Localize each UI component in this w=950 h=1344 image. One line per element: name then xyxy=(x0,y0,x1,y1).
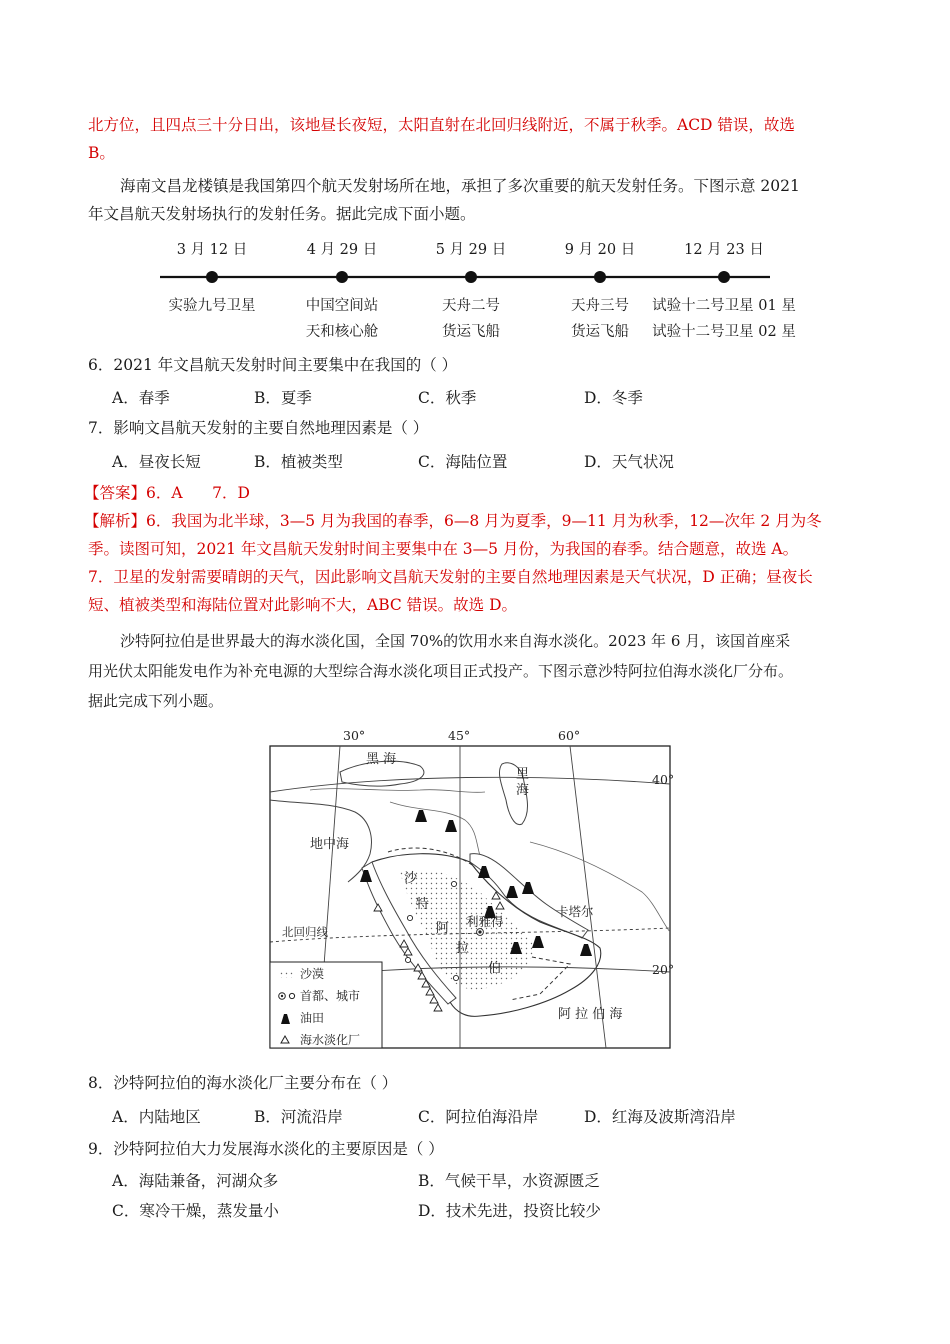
q9-option-b: B．气候干旱，水资源匮乏 xyxy=(418,1172,600,1190)
timeline-dot-4 xyxy=(594,271,606,283)
mediterranean-label: 地中海 xyxy=(310,837,350,852)
timeline-event-5-line-2: 试验十二号卫星 02 星 xyxy=(652,324,796,340)
timeline-event-2-line-1: 中国空间站 xyxy=(305,298,379,314)
legend-city-label: 首都、城市 xyxy=(300,989,361,1003)
capital-dot-icon xyxy=(479,931,481,933)
q9-option-d: D．技术先进，投资比较少 xyxy=(418,1202,601,1220)
timeline-event-4-line-2: 货运飞船 xyxy=(571,324,629,340)
q6-stem: 6．2021 年文昌航天发射时间主要集中在我国的（ ） xyxy=(88,356,458,374)
timeline-date-5: 12 月 23 日 xyxy=(684,242,764,258)
qatar-label: 卡塔尔 xyxy=(556,904,594,919)
timeline-date-4: 9 月 20 日 xyxy=(564,242,636,258)
intro2-line-2: 用光伏太阳能发电作为补充电源的大型综合海水淡化项目正式投产。下图示意沙特阿拉伯海水淡化厂分布。 xyxy=(88,662,794,680)
answer-label: 【答案】 xyxy=(84,484,147,502)
prev-analysis-line-2: B。 xyxy=(88,144,115,162)
legend-oil-label: 油田 xyxy=(300,1011,325,1025)
city-icon xyxy=(407,915,412,920)
timeline-dot-2 xyxy=(336,271,348,283)
saudi-label-4: 拉 xyxy=(456,941,470,956)
timeline-event-4-line-1: 天舟三号 xyxy=(571,298,629,314)
timeline-event-5-line-1: 试验十二号卫星 01 星 xyxy=(652,298,796,314)
prev-analysis-line-1: 北方位，且四点三十分日出，该地昼长夜短，太阳直射在北回归线附近，不属于秋季。ACD 错误，故选 xyxy=(88,116,795,134)
q8-stem: 8．沙特阿拉伯的海水淡化厂主要分布在（ ） xyxy=(88,1074,398,1092)
q9-stem: 9．沙特阿拉伯大力发展海水淡化的主要原因是（ ） xyxy=(88,1140,444,1158)
city-icon xyxy=(453,975,458,980)
intro1-line-2: 年文昌航天发射场执行的发射任务。据此完成下面小题。 xyxy=(88,205,476,223)
black-sea-label: 黑 海 xyxy=(366,752,397,767)
saudi-label-1: 沙 xyxy=(404,871,418,886)
city-icon xyxy=(451,881,456,886)
timeline-event-3-line-1: 天舟二号 xyxy=(442,298,500,314)
analysis-line-4: 短、植被类型和海陆位置对此影响不大，ABC 错误。故选 D。 xyxy=(88,596,518,614)
launch-timeline xyxy=(150,232,796,344)
lon-label-60: 60° xyxy=(558,728,581,743)
q7-option-a: A．昼夜长短 xyxy=(112,453,201,471)
q8-option-a: A．内陆地区 xyxy=(112,1108,201,1126)
q6-option-b: B．夏季 xyxy=(254,389,312,407)
q7-option-c: C．海陆位置 xyxy=(418,453,508,471)
legend-city-icon xyxy=(289,993,294,998)
q9-option-a: A．海陆兼备，河湖众多 xyxy=(112,1172,279,1190)
answer-line xyxy=(84,479,859,507)
saudi-label-3: 阿 xyxy=(436,921,450,936)
intro2-line-3: 据此完成下列小题。 xyxy=(88,692,224,710)
timeline-event-2-line-2: 天和核心舱 xyxy=(305,324,379,340)
legend-capital-dot-icon xyxy=(281,995,283,997)
saudi-label-2: 特 xyxy=(416,897,430,912)
map-svg xyxy=(270,728,682,1052)
tropic-label: 北回归线 xyxy=(282,925,328,939)
lon-label-45: 45° xyxy=(448,728,471,743)
timeline-date-2: 4 月 29 日 xyxy=(306,242,378,258)
q9-option-c: C．寒冷干燥，蒸发量小 xyxy=(112,1202,279,1220)
q8-option-d: D．红海及波斯湾沿岸 xyxy=(584,1108,736,1126)
q8-option-b: B．河流沿岸 xyxy=(254,1108,343,1126)
analysis-text-1: 6．我国为北半球，3—5 月为我国的春季，6—8 月为夏季，9—11 月为秋季，12—次年 2 月为冬 xyxy=(146,512,822,530)
timeline-date-3: 5 月 29 日 xyxy=(435,242,507,258)
legend-desert-swatch xyxy=(279,970,293,978)
intro2-line-1: 沙特阿拉伯是世界最大的海水淡化国，全国 70%的饮用水来自海水淡化。2023 年 6 月，该国首座采 xyxy=(120,632,791,650)
analysis-line-3: 7．卫星的发射需要晴朗的天气，因此影响文昌航天发射的主要自然地理因素是天气状况，D 正确；昼夜长 xyxy=(88,568,813,586)
lon-label-30: 30° xyxy=(343,728,366,743)
caspian-label-1: 里 xyxy=(516,767,530,782)
timeline-dot-3 xyxy=(465,271,477,283)
intro1-line-1: 海南文昌龙楼镇是我国第四个航天发射场所在地，承担了多次重要的航天发射任务。下图示意 2021 xyxy=(120,177,800,195)
analysis-line-1 xyxy=(84,507,859,535)
city-icon xyxy=(405,957,410,962)
analysis-label: 【解析】 xyxy=(84,512,147,530)
lat-label-40: 40° xyxy=(652,772,675,787)
saudi-desalination-map xyxy=(270,728,682,1052)
caspian-label-2: 海 xyxy=(516,783,530,798)
timeline-event-3-line-2: 货运飞船 xyxy=(442,324,500,340)
saudi-label-5: 伯 xyxy=(488,961,502,976)
q6-option-c: C．秋季 xyxy=(418,389,477,407)
timeline-dot-1 xyxy=(206,271,218,283)
legend-desert-label: 沙漠 xyxy=(300,967,325,981)
lat-label-20: 20° xyxy=(652,962,675,977)
answer-text: 6．A 7．D xyxy=(146,484,250,502)
legend-plant-label: 海水淡化厂 xyxy=(300,1033,361,1047)
q7-stem: 7．影响文昌航天发射的主要自然地理因素是（ ） xyxy=(88,419,429,437)
arabian-sea-label: 阿 拉 伯 海 xyxy=(558,1007,623,1022)
q7-option-d: D．天气状况 xyxy=(584,453,674,471)
timeline-date-1: 3 月 12 日 xyxy=(176,242,248,258)
analysis-line-2: 季。读图可知，2021 年文昌航天发射时间主要集中在 3—5 月份，为我国的春季。结合题意，故选 A。 xyxy=(88,540,799,558)
q6-option-d: D．冬季 xyxy=(584,389,643,407)
timeline-dot-5 xyxy=(718,271,730,283)
q8-option-c: C．阿拉伯海沿岸 xyxy=(418,1108,539,1126)
timeline-event-1-line-1: 实验九号卫星 xyxy=(168,298,256,314)
riyadh-label: 利雅得 xyxy=(466,914,504,929)
q7-option-b: B．植被类型 xyxy=(254,453,343,471)
q6-option-a: A．春季 xyxy=(112,389,170,407)
